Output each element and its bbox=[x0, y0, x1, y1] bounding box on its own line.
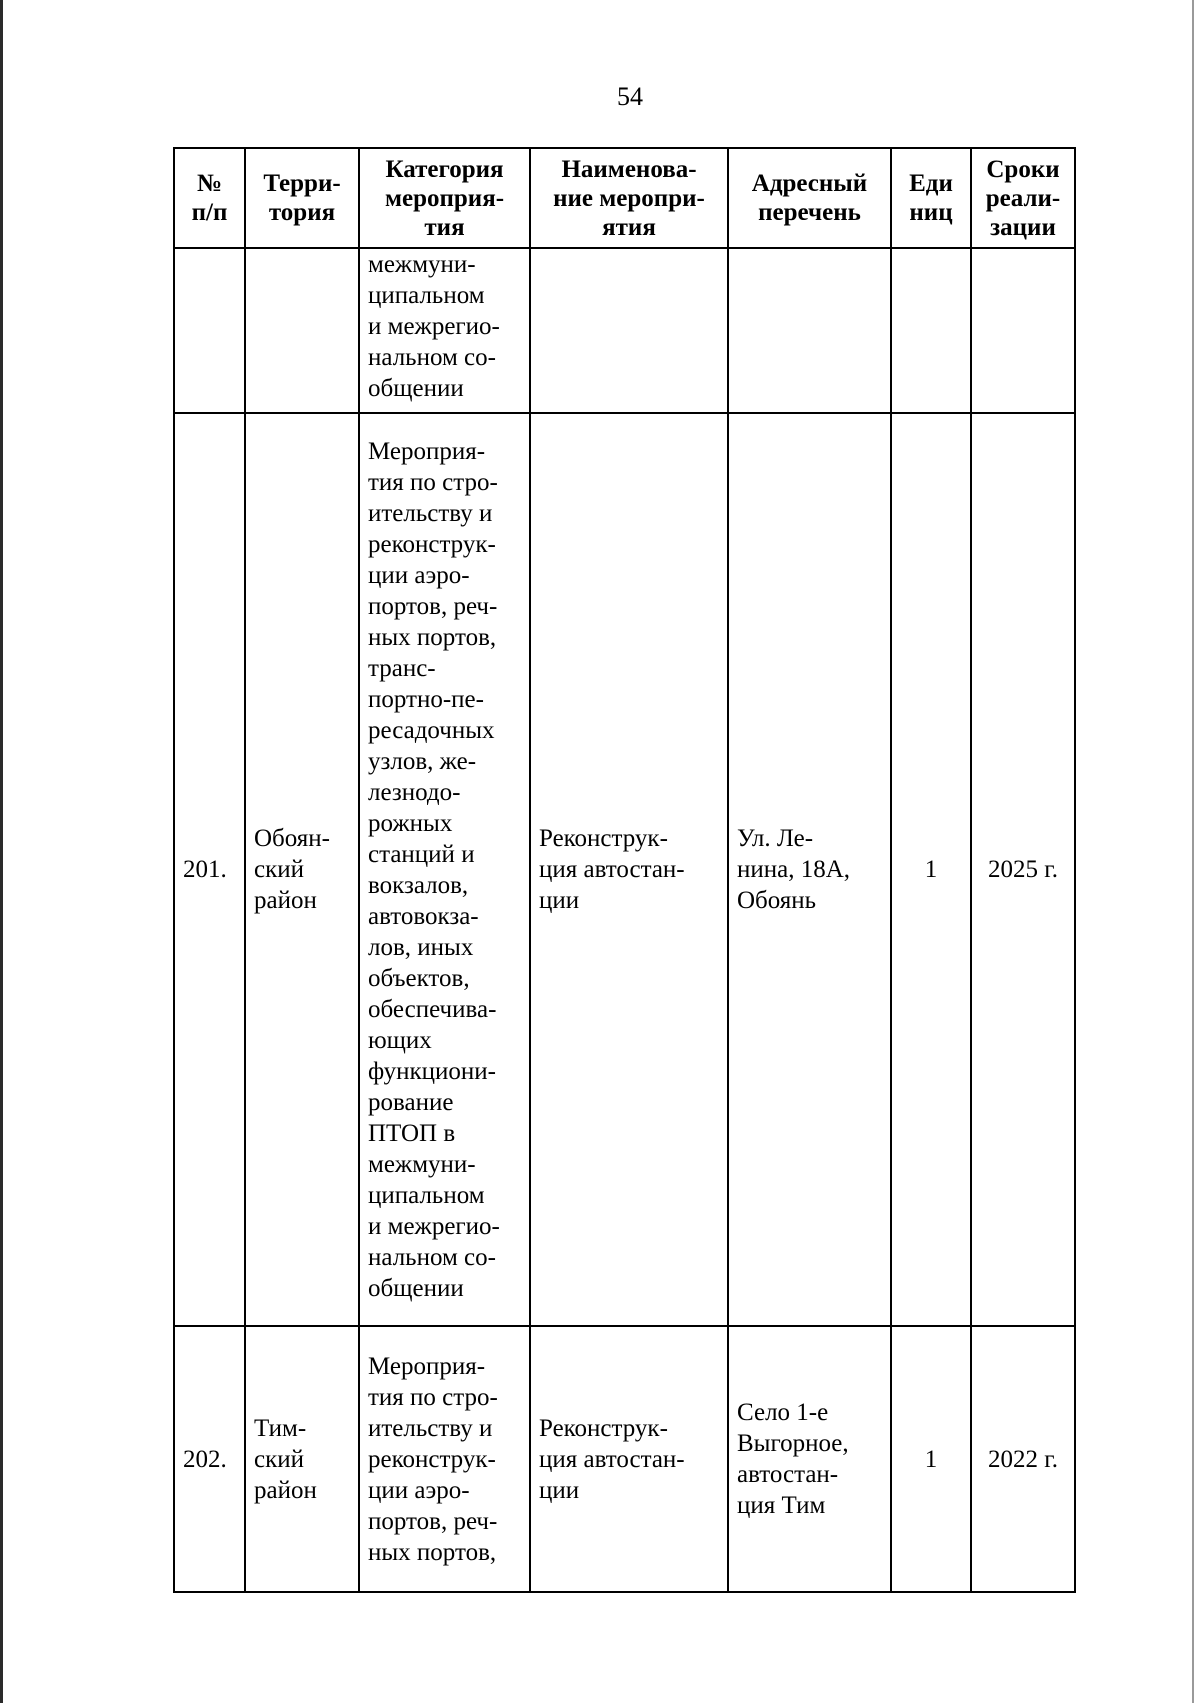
cell-address: Ул. Ле- нина, 18А, Обоянь bbox=[728, 413, 891, 1326]
cell-units: 1 bbox=[891, 413, 971, 1326]
cell-number bbox=[174, 248, 245, 413]
table-row bbox=[174, 1326, 1075, 1592]
cell-term: 2025 г. bbox=[971, 413, 1075, 1326]
page-edge-left bbox=[0, 0, 3, 1703]
cell-address bbox=[728, 248, 891, 413]
page-edge-right bbox=[1192, 0, 1194, 1703]
cell-category: Мероприя- тия по стро- ительству и реконструк- ции аэро- портов, реч- ных портов, bbox=[359, 1326, 530, 1592]
measures-table bbox=[173, 147, 1076, 1593]
header-name: Наименова- ние меропри- ятия bbox=[530, 148, 728, 248]
header-number: № п/п bbox=[174, 148, 245, 248]
cell-term bbox=[971, 248, 1075, 413]
header-category: Категория мероприя- тия bbox=[359, 148, 530, 248]
cell-term: 2022 г. bbox=[971, 1326, 1075, 1592]
header-term: Сроки реали- зации bbox=[971, 148, 1075, 248]
cell-units: 1 bbox=[891, 1326, 971, 1592]
cell-units bbox=[891, 248, 971, 413]
cell-category: Мероприя- тия по стро- ительству и реконструк- ции аэро- портов, реч- ных портов, транс- портно-пе- ресадочных узлов, же- лезнодо- рожных станций и вокзалов, автовокза- лов, иных объектов, обеспечива- ющих функциони- рование ПТОП в межмуни- ципальном и межрегио- нальном со- общении bbox=[359, 413, 530, 1326]
page-number: 54 bbox=[617, 82, 643, 111]
cell-territory: Тим- ский район bbox=[245, 1326, 359, 1592]
cell-number: 201. bbox=[174, 413, 245, 1326]
table-header-row bbox=[174, 148, 1075, 248]
header-address: Адресный перечень bbox=[728, 148, 891, 248]
cell-address: Село 1-е Выгорное, автостан- ция Тим bbox=[728, 1326, 891, 1592]
cell-name bbox=[530, 248, 728, 413]
cell-name: Реконструк- ция автостан- ции bbox=[530, 1326, 728, 1592]
cell-category: межмуни- ципальном и межрегио- нальном со- общении bbox=[359, 248, 530, 413]
table-row-continuation bbox=[174, 248, 1075, 413]
table-row bbox=[174, 413, 1075, 1326]
cell-territory: Обоян- ский район bbox=[245, 413, 359, 1326]
cell-number: 202. bbox=[174, 1326, 245, 1592]
header-units: Еди ниц bbox=[891, 148, 971, 248]
header-territory: Терри- тория bbox=[245, 148, 359, 248]
cell-territory bbox=[245, 248, 359, 413]
cell-name: Реконструк- ция автостан- ции bbox=[530, 413, 728, 1326]
